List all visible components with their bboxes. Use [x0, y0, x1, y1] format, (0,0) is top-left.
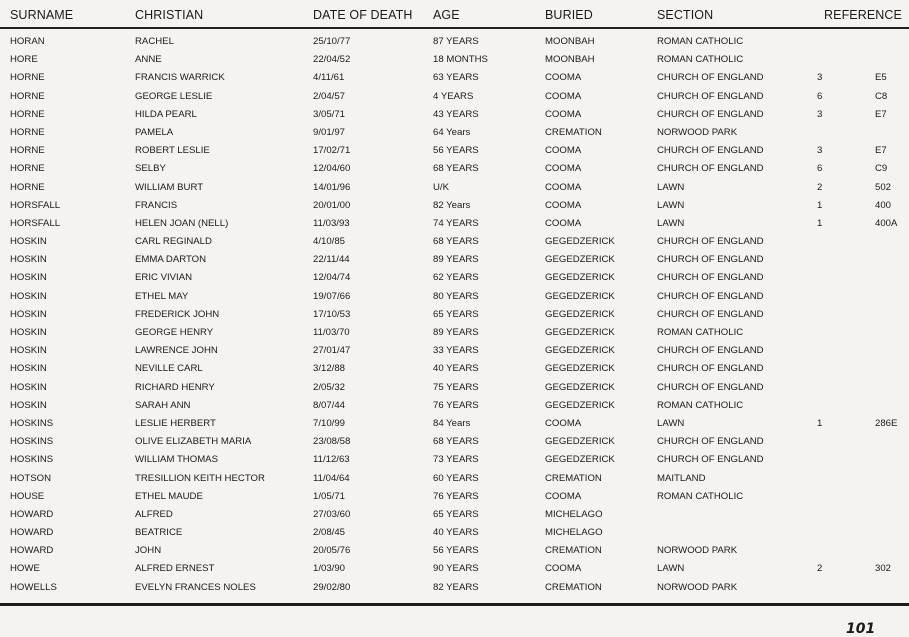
- age-cell: 82 Years: [433, 199, 471, 211]
- date-of-death-cell: 1/05/71: [313, 490, 346, 502]
- section-cell: ROMAN CATHOLIC: [657, 490, 744, 502]
- age-cell: 68 YEARS: [433, 436, 479, 448]
- surname-cell: HORSFALL: [10, 199, 61, 211]
- reference-code-cell: C9: [875, 163, 888, 175]
- buried-cell: GEGEDZERICK: [545, 254, 615, 266]
- date-of-death-cell: 19/07/66: [313, 290, 351, 302]
- reference-code-cell: E5: [875, 72, 887, 84]
- section-cell: CHURCH OF ENGLAND: [657, 254, 764, 266]
- table-row: [0, 215, 909, 233]
- section-cell: CHURCH OF ENGLAND: [657, 163, 764, 175]
- age-cell: 90 YEARS: [433, 563, 479, 575]
- section-cell: CHURCH OF ENGLAND: [657, 436, 764, 448]
- buried-cell: CREMATION: [545, 472, 602, 484]
- table-row: [0, 470, 909, 488]
- surname-cell: HOWE: [10, 563, 40, 575]
- table-row: [0, 324, 909, 342]
- header-divider: [0, 27, 909, 29]
- christian-cell: TRESILLION KEITH HECTOR: [135, 472, 265, 484]
- age-cell: 75 YEARS: [433, 381, 479, 393]
- section-cell: CHURCH OF ENGLAND: [657, 236, 764, 248]
- christian-cell: SARAH ANN: [135, 399, 191, 411]
- date-of-death-cell: 20/05/76: [313, 545, 351, 557]
- table-row: [0, 124, 909, 142]
- age-cell: 68 YEARS: [433, 236, 479, 248]
- section-cell: LAWN: [657, 417, 685, 429]
- table-row: [0, 88, 909, 106]
- table-row: [0, 142, 909, 160]
- age-cell: 74 YEARS: [433, 217, 479, 229]
- surname-cell: HOSKINS: [10, 436, 54, 448]
- header-buried: BURIED: [545, 8, 593, 22]
- date-of-death-cell: 8/07/44: [313, 399, 346, 411]
- buried-cell: GEGEDZERICK: [545, 308, 615, 320]
- reference-code-cell: 286E: [875, 417, 898, 429]
- buried-cell: GEGEDZERICK: [545, 399, 615, 411]
- surname-cell: HOSKINS: [10, 417, 54, 429]
- christian-cell: PAMELA: [135, 126, 174, 138]
- table-row: [0, 433, 909, 451]
- section-cell: CHURCH OF ENGLAND: [657, 308, 764, 320]
- reference-number-cell: 1: [817, 217, 823, 229]
- surname-cell: HOUSE: [10, 490, 45, 502]
- surname-cell: HOSKIN: [10, 399, 47, 411]
- surname-cell: HOSKIN: [10, 290, 47, 302]
- surname-cell: HOSKIN: [10, 345, 47, 357]
- surname-cell: HOSKINS: [10, 454, 54, 466]
- age-cell: 64 Years: [433, 126, 471, 138]
- table-row: [0, 251, 909, 269]
- surname-cell: HOSKIN: [10, 254, 47, 266]
- reference-code-cell: 502: [875, 181, 892, 193]
- table-row: [0, 179, 909, 197]
- buried-cell: GEGEDZERICK: [545, 327, 615, 338]
- table-row: [0, 69, 909, 87]
- date-of-death-cell: 12/04/60: [313, 163, 351, 175]
- age-cell: 60 YEARS: [433, 472, 479, 484]
- date-of-death-cell: 17/10/53: [313, 308, 351, 320]
- christian-cell: ALFRED ERNEST: [135, 563, 215, 575]
- buried-cell: GEGEDZERICK: [545, 290, 615, 302]
- section-cell: NORWOOD PARK: [657, 581, 738, 593]
- date-of-death-cell: 22/04/52: [313, 54, 351, 66]
- reference-code-cell: C8: [875, 90, 888, 102]
- table-row: [0, 397, 909, 415]
- christian-cell: FRANCIS WARRICK: [135, 72, 225, 84]
- age-cell: 56 YEARS: [433, 145, 479, 157]
- buried-cell: COOMA: [545, 199, 582, 211]
- buried-cell: COOMA: [545, 490, 582, 502]
- section-cell: CHURCH OF ENGLAND: [657, 108, 764, 120]
- buried-cell: GEGEDZERICK: [545, 272, 615, 284]
- reference-code-cell: 400A: [875, 217, 898, 229]
- buried-cell: COOMA: [545, 181, 582, 193]
- section-cell: NORWOOD PARK: [657, 545, 738, 557]
- section-cell: MAITLAND: [657, 472, 706, 484]
- date-of-death-cell: 3/05/71: [313, 108, 346, 120]
- table-row: [0, 160, 909, 178]
- header-christian: CHRISTIAN: [135, 8, 204, 22]
- age-cell: 56 YEARS: [433, 545, 479, 557]
- table-row: [0, 360, 909, 378]
- date-of-death-cell: 14/01/96: [313, 181, 351, 193]
- section-cell: CHURCH OF ENGLAND: [657, 90, 764, 102]
- reference-number-cell: 3: [817, 72, 823, 84]
- date-of-death-cell: 4/10/85: [313, 236, 346, 248]
- reference-code-cell: E7: [875, 108, 887, 120]
- table-row: [0, 488, 909, 506]
- buried-cell: MOONBAH: [545, 36, 595, 47]
- buried-cell: COOMA: [545, 108, 582, 120]
- buried-cell: CREMATION: [545, 545, 602, 557]
- christian-cell: LAWRENCE JOHN: [135, 345, 218, 357]
- age-cell: U/K: [433, 181, 449, 193]
- surname-cell: HORNE: [10, 72, 45, 84]
- reference-number-cell: 6: [817, 163, 823, 175]
- table-row: [0, 342, 909, 360]
- section-cell: LAWN: [657, 217, 685, 229]
- date-of-death-cell: 27/01/47: [313, 345, 351, 357]
- reference-number-cell: 1: [817, 417, 823, 429]
- date-of-death-cell: 2/04/57: [313, 90, 346, 102]
- table-row: [0, 451, 909, 469]
- reference-number-cell: 3: [817, 108, 823, 120]
- surname-cell: HOSKIN: [10, 308, 47, 320]
- date-of-death-cell: 2/05/32: [313, 381, 346, 393]
- buried-cell: GEGEDZERICK: [545, 236, 615, 248]
- age-cell: 40 YEARS: [433, 363, 479, 375]
- table-row: [0, 51, 909, 69]
- christian-cell: LESLIE HERBERT: [135, 417, 216, 429]
- surname-cell: HORNE: [10, 90, 45, 102]
- surname-cell: HORNE: [10, 181, 45, 193]
- age-cell: 84 Years: [433, 417, 471, 429]
- table-row: [0, 197, 909, 215]
- table-row: [0, 506, 909, 524]
- date-of-death-cell: 11/03/93: [313, 217, 350, 229]
- age-cell: 80 YEARS: [433, 290, 479, 302]
- section-cell: CHURCH OF ENGLAND: [657, 381, 764, 393]
- header-section: SECTION: [657, 8, 714, 22]
- date-of-death-cell: 2/08/45: [313, 527, 346, 539]
- date-of-death-cell: 23/08/58: [313, 436, 351, 448]
- date-of-death-cell: 1/03/90: [313, 563, 346, 575]
- date-of-death-cell: 12/04/74: [313, 272, 351, 284]
- buried-cell: COOMA: [545, 563, 582, 575]
- christian-cell: RICHARD HENRY: [135, 381, 215, 393]
- age-cell: 73 YEARS: [433, 454, 479, 466]
- reference-number-cell: 3: [817, 145, 823, 157]
- christian-cell: ROBERT LESLIE: [135, 145, 210, 157]
- christian-cell: BEATRICE: [135, 527, 183, 539]
- section-cell: ROMAN CATHOLIC: [657, 399, 744, 411]
- table-row: [0, 288, 909, 306]
- reference-code-cell: 400: [875, 199, 892, 211]
- christian-cell: ANNE: [135, 54, 162, 66]
- section-cell: CHURCH OF ENGLAND: [657, 363, 764, 375]
- age-cell: 65 YEARS: [433, 308, 479, 320]
- surname-cell: HOSKIN: [10, 272, 47, 284]
- christian-cell: GEORGE LESLIE: [135, 90, 213, 102]
- age-cell: 65 YEARS: [433, 508, 479, 520]
- table-row: [0, 269, 909, 287]
- buried-cell: GEGEDZERICK: [545, 436, 615, 448]
- date-of-death-cell: 11/03/70: [313, 327, 350, 338]
- page-number: 101: [846, 621, 876, 637]
- christian-cell: GEORGE HENRY: [135, 327, 214, 338]
- section-cell: LAWN: [657, 563, 685, 575]
- section-cell: ROMAN CATHOLIC: [657, 36, 744, 47]
- age-cell: 89 YEARS: [433, 327, 479, 338]
- section-cell: LAWN: [657, 181, 685, 193]
- christian-cell: CARL REGINALD: [135, 236, 212, 248]
- date-of-death-cell: 11/04/64: [313, 472, 350, 484]
- table-row: [0, 233, 909, 251]
- buried-cell: CREMATION: [545, 581, 602, 593]
- surname-cell: HOSKIN: [10, 236, 47, 248]
- christian-cell: ETHEL MAY: [135, 290, 189, 302]
- christian-cell: SELBY: [135, 163, 166, 175]
- surname-cell: HORNE: [10, 126, 45, 138]
- age-cell: 18 MONTHS: [433, 54, 488, 66]
- header-date-of-death: DATE OF DEATH: [313, 8, 413, 22]
- date-of-death-cell: 25/10/77: [313, 36, 351, 47]
- christian-cell: FRANCIS: [135, 199, 178, 211]
- buried-cell: GEGEDZERICK: [545, 363, 615, 375]
- age-cell: 33 YEARS: [433, 345, 479, 357]
- date-of-death-cell: 7/10/99: [313, 417, 346, 429]
- surname-cell: HORNE: [10, 108, 45, 120]
- buried-cell: GEGEDZERICK: [545, 381, 615, 393]
- section-cell: CHURCH OF ENGLAND: [657, 272, 764, 284]
- age-cell: 82 YEARS: [433, 581, 479, 593]
- section-cell: NORWOOD PARK: [657, 126, 738, 138]
- table-row: [0, 33, 909, 51]
- date-of-death-cell: 20/01/00: [313, 199, 351, 211]
- christian-cell: HELEN JOAN (NELL): [135, 217, 229, 229]
- date-of-death-cell: 9/01/97: [313, 126, 346, 138]
- christian-cell: ERIC VIVIAN: [135, 272, 193, 284]
- section-cell: CHURCH OF ENGLAND: [657, 454, 764, 466]
- christian-cell: EVELYN FRANCES NOLES: [135, 581, 256, 593]
- section-cell: CHURCH OF ENGLAND: [657, 290, 764, 302]
- section-cell: CHURCH OF ENGLAND: [657, 345, 764, 357]
- section-cell: LAWN: [657, 199, 685, 211]
- section-cell: ROMAN CATHOLIC: [657, 327, 744, 338]
- christian-cell: FREDERICK JOHN: [135, 308, 220, 320]
- surname-cell: HORE: [10, 54, 38, 66]
- section-cell: CHURCH OF ENGLAND: [657, 72, 764, 84]
- age-cell: 87 YEARS: [433, 36, 479, 47]
- table-row: [0, 415, 909, 433]
- table-row: [0, 306, 909, 324]
- footer-divider: [0, 603, 909, 606]
- buried-cell: COOMA: [545, 163, 582, 175]
- reference-code-cell: E7: [875, 145, 887, 157]
- table-row: [0, 524, 909, 542]
- age-cell: 40 YEARS: [433, 527, 479, 539]
- buried-cell: GEGEDZERICK: [545, 345, 615, 357]
- header-surname: SURNAME: [10, 8, 74, 22]
- table-row: [0, 379, 909, 397]
- reference-number-cell: 1: [817, 199, 823, 211]
- age-cell: 43 YEARS: [433, 108, 479, 120]
- buried-cell: MICHELAGO: [545, 527, 603, 539]
- age-cell: 89 YEARS: [433, 254, 479, 266]
- column-header-row: [0, 0, 909, 26]
- buried-cell: COOMA: [545, 90, 582, 102]
- date-of-death-cell: 4/11/61: [313, 72, 345, 84]
- burial-records-table: [0, 33, 909, 597]
- surname-cell: HORNE: [10, 145, 45, 157]
- table-row: [0, 106, 909, 124]
- surname-cell: HOWARD: [10, 508, 54, 520]
- buried-cell: COOMA: [545, 417, 582, 429]
- header-age: AGE: [433, 8, 460, 22]
- christian-cell: ALFRED: [135, 508, 173, 520]
- date-of-death-cell: 11/12/63: [313, 454, 350, 466]
- reference-number-cell: 2: [817, 563, 823, 575]
- date-of-death-cell: 27/03/60: [313, 508, 351, 520]
- surname-cell: HOTSON: [10, 472, 52, 484]
- surname-cell: HOWARD: [10, 527, 54, 539]
- date-of-death-cell: 17/02/71: [313, 145, 351, 157]
- surname-cell: HOWELLS: [10, 581, 57, 593]
- date-of-death-cell: 3/12/88: [313, 363, 346, 375]
- section-cell: CHURCH OF ENGLAND: [657, 145, 764, 157]
- table-row: [0, 542, 909, 560]
- age-cell: 4 YEARS: [433, 90, 474, 102]
- age-cell: 76 YEARS: [433, 399, 479, 411]
- surname-cell: HORAN: [10, 36, 45, 47]
- reference-number-cell: 6: [817, 90, 823, 102]
- reference-number-cell: 2: [817, 181, 823, 193]
- christian-cell: ETHEL MAUDE: [135, 490, 203, 502]
- surname-cell: HOSKIN: [10, 363, 47, 375]
- christian-cell: OLIVE ELIZABETH MARIA: [135, 436, 252, 448]
- christian-cell: JOHN: [135, 545, 162, 557]
- christian-cell: NEVILLE CARL: [135, 363, 203, 375]
- date-of-death-cell: 29/02/80: [313, 581, 351, 593]
- christian-cell: WILLIAM BURT: [135, 181, 204, 193]
- surname-cell: HOSKIN: [10, 327, 47, 338]
- christian-cell: RACHEL: [135, 36, 174, 47]
- buried-cell: COOMA: [545, 145, 582, 157]
- buried-cell: COOMA: [545, 72, 582, 84]
- header-reference: REFERENCE: [824, 8, 902, 22]
- table-row: [0, 560, 909, 578]
- surname-cell: HOWARD: [10, 545, 54, 557]
- surname-cell: HOSKIN: [10, 381, 47, 393]
- age-cell: 63 YEARS: [433, 72, 479, 84]
- buried-cell: MICHELAGO: [545, 508, 603, 520]
- date-of-death-cell: 22/11/44: [313, 254, 350, 266]
- christian-cell: HILDA PEARL: [135, 108, 197, 120]
- buried-cell: GEGEDZERICK: [545, 454, 615, 466]
- age-cell: 62 YEARS: [433, 272, 479, 284]
- table-row: [0, 579, 909, 597]
- reference-code-cell: 302: [875, 563, 892, 575]
- buried-cell: MOONBAH: [545, 54, 595, 66]
- section-cell: ROMAN CATHOLIC: [657, 54, 744, 66]
- christian-cell: EMMA DARTON: [135, 254, 207, 266]
- christian-cell: WILLIAM THOMAS: [135, 454, 218, 466]
- age-cell: 76 YEARS: [433, 490, 479, 502]
- surname-cell: HORNE: [10, 163, 45, 175]
- buried-cell: COOMA: [545, 217, 582, 229]
- surname-cell: HORSFALL: [10, 217, 61, 229]
- buried-cell: CREMATION: [545, 126, 602, 138]
- age-cell: 68 YEARS: [433, 163, 479, 175]
